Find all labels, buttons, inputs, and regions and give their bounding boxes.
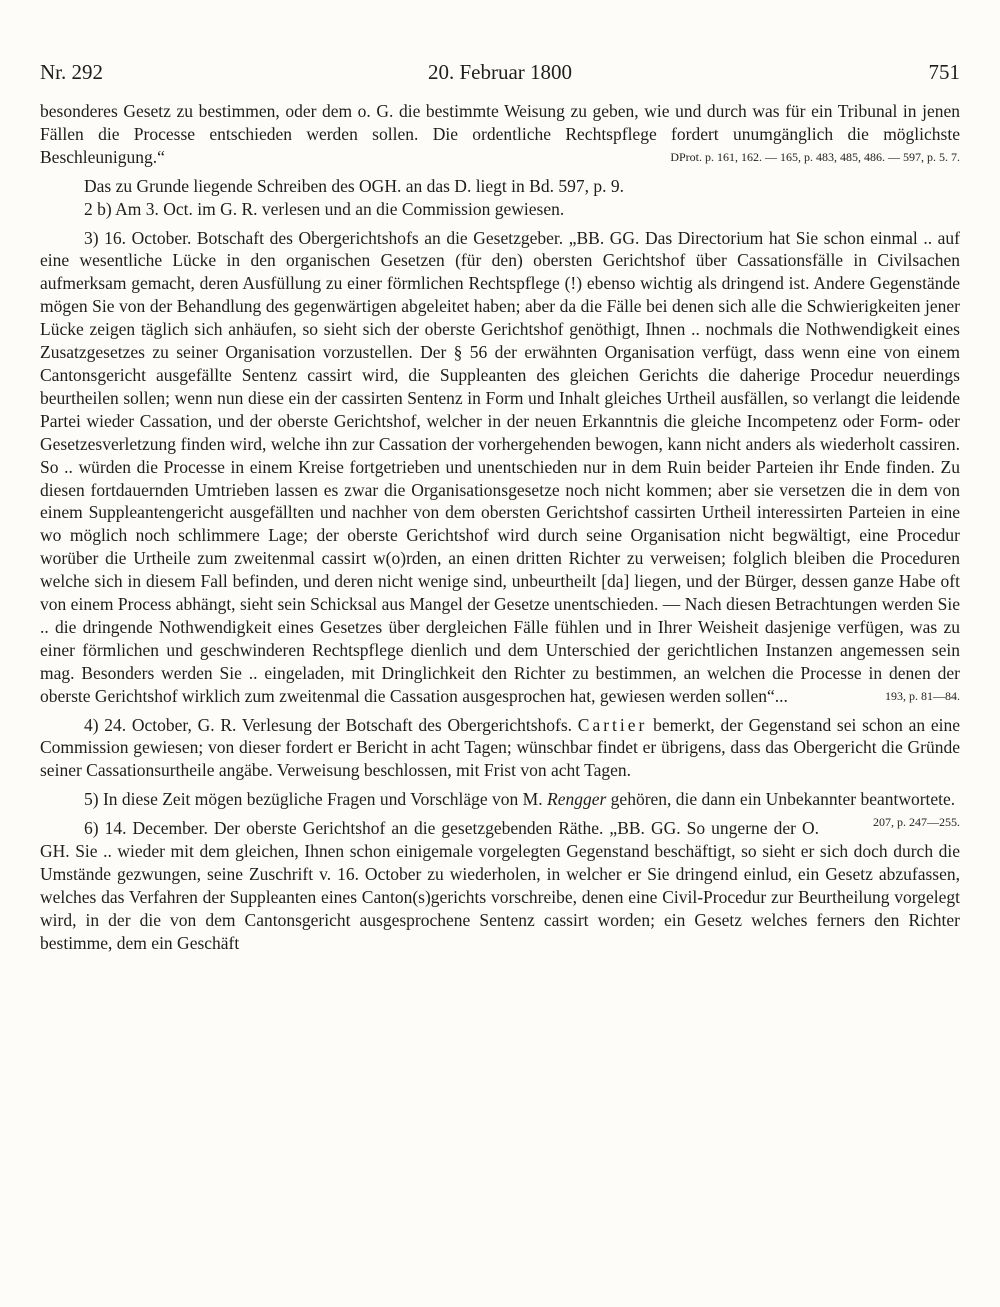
paragraph-1-text: besonderes Gesetz zu bestimmen, oder dem o. G. die bestimmte Weisung zu geben, wie und durch was für ein Tribunal in jenen Fällen die Processe entschieden werden sollen. Die ordentliche Rechtspflege fordert unumgänglich die möglichste Beschleunigung.“	[40, 101, 960, 167]
reference-6: 207, p. 247—255.	[873, 815, 960, 830]
paragraph-6	[40, 788, 960, 830]
body-text	[40, 100, 960, 955]
paragraph-4	[40, 227, 960, 708]
page-date: 20. Februar 1800	[427, 60, 573, 84]
reference-4: 193, p. 81—84.	[885, 688, 960, 703]
paragraph-1	[40, 100, 960, 169]
reference-1: DProt. p. 161, 162. — 165, p. 483, 485, 486. — 597, p. 5. 7.	[670, 149, 960, 164]
page-header	[40, 60, 960, 90]
document-number: Nr. 292	[40, 60, 103, 84]
paragraph-2: Das zu Grunde liegende Schreiben des OGH. an das D. liegt in Bd. 597, p. 9.	[84, 175, 624, 196]
paragraph-5	[40, 714, 960, 783]
paragraph-5-text-after: bemerkt, der Gegenstand sei schon an eine Commission gewiesen; von dieser fordert er Bericht in acht Tagen; wünschbar findet er übrigens, dass das Obergericht die Gründe seiner Cassationsurtheile angäbe. Verweisung beschlossen, mit Frist von acht Tagen.	[40, 714, 961, 781]
paragraph-4-text: 3) 16. October. Botschaft des Obergerichtshofs an die Gesetzgeber. „BB. GG. Das Directorium hat Sie schon einmal .. auf eine wesentliche Lücke in den organischen Gesetzen (für den) obersten Gerichtshof über Cassationsfälle in Civilsachen aufmerksam gemacht, deren Ausfüllung zu einer förmlichen Rechtspflege (!) ebenso wichtig als dringend ist. Andere Gegenstände mögen Sie von der Behandlung des gegenwärtigen abgeleitet haben; aber da die Fälle bei denen sich alle die Schwierigkeiten jener Lücke zeigen täglich sich anhäufen, so sieht sich der oberste Gerichtshof genöthigt, Ihnen .. nochmals die Nothwendigkeit eines Zusatzgesetzes zu seiner Organisation vorzustellen. Der § 56 der erwähnten Organisation verfügt, dass wenn eine von einem Cantonsgericht ausgefällte Sentenz cassirt wird, die Suppleanten des gleichen Gerichts die daherige Procedur neuerdings beurtheilen sollen; wenn nun diese ein der cassirten Sentenz in Form und Inhalt gleiches Urtheil ausfällen, so verlangt die leidende Partei wieder Cassation, und der oberste Gerichtshof, welcher in der neuen Erkanntnis die gleiche Incompetenz oder Form- oder Gesetzesverletzung finden wird, welche ihn zur Cassation der vorhergehenden bewogen, kann nicht anders als wiederholt cassiren. So .. würden die Processe in einem Kreise fortgetrieben und unentschieden nur in dem Ruin beider Parteien ihr Ende finden. Zu diesen fortdauernden Umtrieben lassen es zwar die Organisationsgesetze noch nicht kommen; aber sie versetzen die in dem von einem Suppleantengericht ausgefällten und nachher von dem obersten Gerichtshof cassirten Urtheil interessirten Parteien in eine wo möglich noch schlimmere Lage; der oberste Gerichtshof wird durch seine Organisation nicht begwältigt, eine Procedur worüber die Urtheile zum zweitenmal cassirt w(o)rden, an einen dritten Richter zu verweisen; folglich bleiben die Proceduren welche sich in diesem Fall befinden, und deren nicht wenige sind, unbeurtheilt [da] liegen, und der Bürger, dessen ganze Habe oft von einem Process abhängt, sieht sein Schicksal aus Mangel der Gesetze unentschieden. — Nach diesen Betrachtungen werden Sie .. die dringende Nothwendigkeit eines Gesetzes über dergleichen Fälle fühlen und in Ihrer Weisheit dasjenige verfügen, was zu einer förmlichen und geschwinderen Rechtspflege dienlich und dem Unterschied der gerichtlichen Instanzen angemessen sein mag. Besonders werden Sie .. eingeladen, mit Dringlichkeit den Richter zu bestimmen, an welchen die Processe in denen der oberste Gerichtshof wirklich zum zweitenmal die Cassation ausgesprochen hat, gewiesen werden sollen“...	[40, 227, 960, 706]
paragraph-7: 6) 14. December. Der oberste Gerichtshof an die gesetzgebenden Räthe. „BB. GG. So ungerne der O. GH. Sie .. wieder mit dem gleichen, Ihnen schon einigemale vorgelegten Gegenstand beschäftigt, so sieht er sich doch durch die Umstände gezwungen, seine Zuschrift v. 16. October zu wiederholen, in welcher er Sie dringend einlud, ein Gesetz abzufassen, welches das Verfahren der Suppleanten eines Canton(s)gerichts vorschreibe, denen eine Civil-Procedur zur Beurtheilung vorgelegt wird, in der die von dem Cantonsgericht ausgesprochene Sentenz cassirt worden; ein Gesetz welches ferners den Richter bestimme, dem ein Geschäft	[40, 818, 960, 953]
paragraph-6-text-after: gehören, die dann ein Unbekannter beantwortete.	[610, 789, 956, 810]
paragraph-6-text-before: 5) In diese Zeit mögen bezügliche Fragen und Vorschläge von M.	[84, 789, 543, 810]
speaker-name: Cartier	[577, 714, 648, 735]
paragraph-5-text-before: 4) 24. October, G. R. Verlesung der Botschaft des Obergerichtshofs.	[84, 714, 573, 735]
page-number: 751	[928, 60, 960, 84]
paragraph-3: 2 b) Am 3. Oct. im G. R. verlesen und an die Commission gewiesen.	[84, 198, 565, 219]
author-name: Rengger	[547, 789, 607, 810]
